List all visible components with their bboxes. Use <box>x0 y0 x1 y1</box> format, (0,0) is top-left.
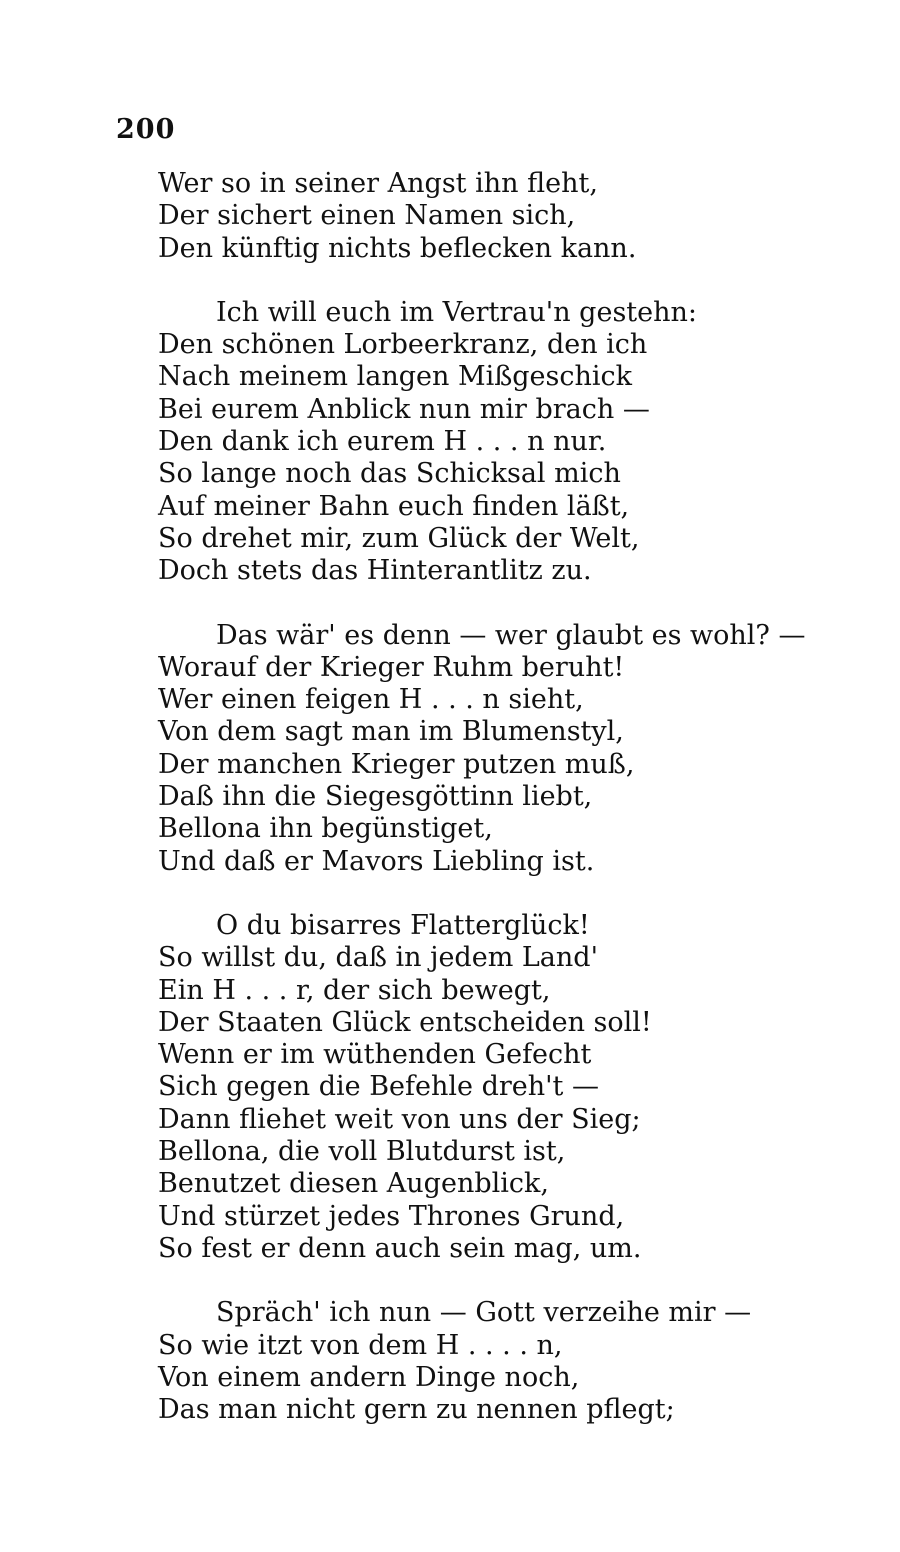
poem-line: Wer einen feigen H . . . n sieht, <box>158 684 584 716</box>
poem-text <box>158 168 858 1458</box>
poem-line: Sich gegen die Befehle dreh't — <box>158 1071 599 1103</box>
poem-line: Ein H . . . r, der sich bewegt, <box>158 974 551 1006</box>
poem-line: Bellona ihn begünstiget, <box>158 813 493 845</box>
poem-line: Der sichert einen Namen sich, <box>158 200 576 232</box>
poem-line: Von dem sagt man im Blumenstyl, <box>158 716 624 748</box>
poem-line: Doch stets das Hinterantlitz zu. <box>158 555 592 587</box>
poem-line: Den schönen Lorbeerkranz, den ich <box>158 329 648 361</box>
stanza <box>158 1297 858 1426</box>
poem-line: Den dank ich eurem H . . . n nur. <box>158 426 607 458</box>
poem-line: Spräch' ich nun — Gott verzeihe mir — <box>216 1297 752 1329</box>
stanza <box>158 297 858 588</box>
poem-line: Wer so in seiner Angst ihn fleht, <box>158 168 598 199</box>
page-number: 200 <box>116 114 176 145</box>
poem-line: So lange noch das Schicksal mich <box>158 458 621 490</box>
stanza <box>158 620 858 878</box>
poem-line: So willst du, daß in jedem Land' <box>158 942 599 974</box>
poem-line: Und daß er Mavors Liebling ist. <box>158 845 595 877</box>
poem-line: So fest er denn auch sein mag, um. <box>158 1232 642 1264</box>
poem-line: Wenn er im wüthenden Gefecht <box>158 1039 592 1071</box>
poem-line: Auf meiner Bahn euch finden läßt, <box>158 490 630 522</box>
poem-line: Von einem andern Dinge noch, <box>158 1361 580 1393</box>
poem-line: Dann fliehet weit von uns der Sieg; <box>158 1103 641 1135</box>
poem-line: Das wär' es denn — wer glaubt es wohl? — <box>216 619 806 651</box>
poem-line: Bellona, die voll Blutdurst ist, <box>158 1136 566 1168</box>
poem-line: Den künftig nichts beflecken kann. <box>158 232 637 264</box>
poem-line: O du bisarres Flatterglück! <box>216 909 590 941</box>
poem-line: So drehet mir, zum Glück der Welt, <box>158 522 640 554</box>
stanza <box>158 910 858 1265</box>
poem-line: Das man nicht gern zu nennen pflegt; <box>158 1394 675 1426</box>
poem-line: Bei eurem Anblick nun mir brach — <box>158 393 650 425</box>
poem-line: So wie itzt von dem H . . . . n, <box>158 1329 563 1361</box>
stanza <box>158 168 858 265</box>
poem-line: Nach meinem langen Mißgeschick <box>158 361 633 393</box>
poem-line: Benutzet diesen Augenblick, <box>158 1168 549 1200</box>
poem-line: Worauf der Krieger Ruhm beruht! <box>158 651 625 683</box>
poem-line: Daß ihn die Siegesgöttinn liebt, <box>158 781 593 813</box>
poem-line: Der manchen Krieger putzen muß, <box>158 748 635 780</box>
poem-line: Und stürzet jedes Thrones Grund, <box>158 1200 625 1232</box>
poem-line: Ich will euch im Vertrau'n gestehn: <box>216 296 698 328</box>
poem-line: Der Staaten Glück entscheiden soll! <box>158 1006 652 1038</box>
